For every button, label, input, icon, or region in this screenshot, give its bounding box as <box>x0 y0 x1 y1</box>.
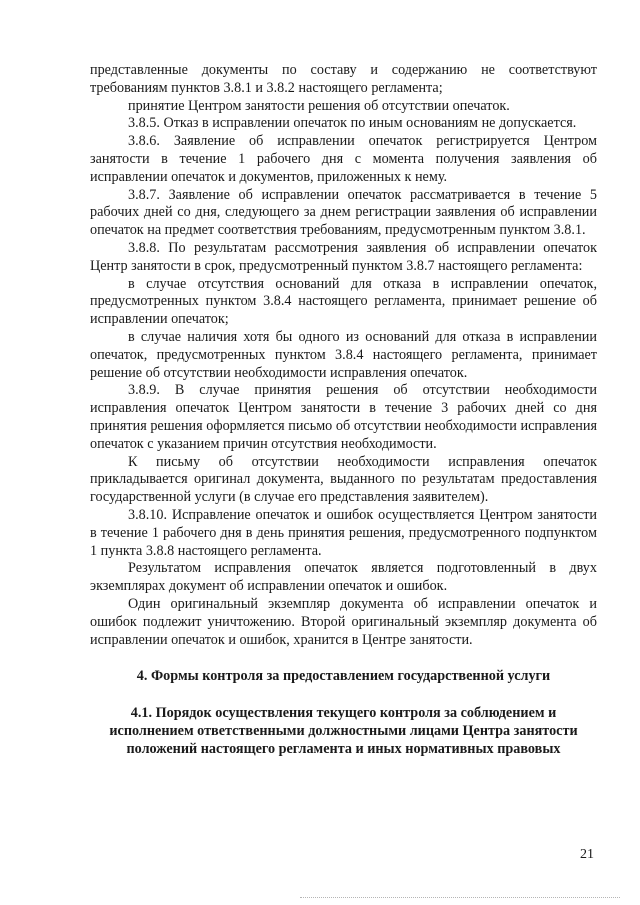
paragraph: 3.8.10. Исправление опечаток и ошибок осуществляется Центром занятости в течение 1 рабочего дня в день принятия решения, предусмотренного подпунктом 1 пункта 3.8.8 настоящего регламента. <box>90 506 597 559</box>
paragraph: принятие Центром занятости решения об отсутствии опечаток. <box>128 97 510 114</box>
scan-edge-line <box>300 897 620 899</box>
paragraph: в случае наличия хотя бы одного из оснований для отказа в исправлении опечаток, предусмотренных пунктом 3.8.4 настоящего регламента, принимает решение об отсутствии необходимости исправления опечаток. <box>90 328 597 381</box>
paragraph: 3.8.7. Заявление об исправлении опечаток рассматривается в течение 5 рабочих дней со дня, следующего за днем регистрации заявления об исправлении опечаток на предмет соответствия требованиям, предусмотренным пунктом 3.8.1. <box>90 186 597 239</box>
subsection-heading: 4.1. Порядок осуществления текущего контроля за соблюдением и исполнением ответственными должностными лицами Центра занятости положений настоящего регламента и иных нормативных правовых <box>109 705 578 757</box>
paragraph: 3.8.6. Заявление об исправлении опечаток регистрируется Центром занятости в течение 1 рабочего дня с момента получения заявления об исправлении опечаток и документов, приложенных к нему. <box>90 133 597 185</box>
paragraph: 3.8.9. В случае принятия решения об отсутствии необходимости исправления опечаток Центром занятости в течение 3 рабочих дней со дня принятия решения оформляется письмо об отсутствии необходимости исправления опечаток с указанием причин отсутствия необходимости. <box>90 382 597 452</box>
paragraph: в случае отсутствия оснований для отказа в исправлении опечаток, предусмотренных пунктом 3.8.4 настоящего регламента, принимает решение об исправлении опечаток; <box>90 275 597 328</box>
page-number: 21 <box>580 847 594 862</box>
paragraph: Результатом исправления опечаток является подготовленный в двух экземплярах документ об исправлении опечаток и ошибок. <box>90 560 597 595</box>
paragraph: представленные документы по составу и содержанию не соответствуют требованиям пунктов 3.8.1 и 3.8.2 настоящего регламента; <box>90 62 597 96</box>
paragraph: 3.8.8. По результатам рассмотрения заявления об исправлении опечаток Центр занятости в срок, предусмотренный пунктом 3.8.7 настоящего регламента: <box>90 239 597 274</box>
paragraph: 3.8.5. Отказ в исправлении опечаток по иным основаниям не допускается. <box>128 115 577 132</box>
page-body <box>90 62 597 758</box>
paragraph: Один оригинальный экземпляр документа об исправлении опечаток и ошибок подлежит уничтожению. Второй оригинальный экземпляр документа об исправлении опечаток и ошибок, хранится в Центре занятости. <box>90 595 597 648</box>
paragraph: К письму об отсутствии необходимости исправления опечаток прикладывается оригинал документа, выданного по результатам предоставления государственной услуги (в случае его представления заявителем). <box>90 453 597 506</box>
section-heading: 4. Формы контроля за предоставлением государственной услуги <box>136 668 551 685</box>
